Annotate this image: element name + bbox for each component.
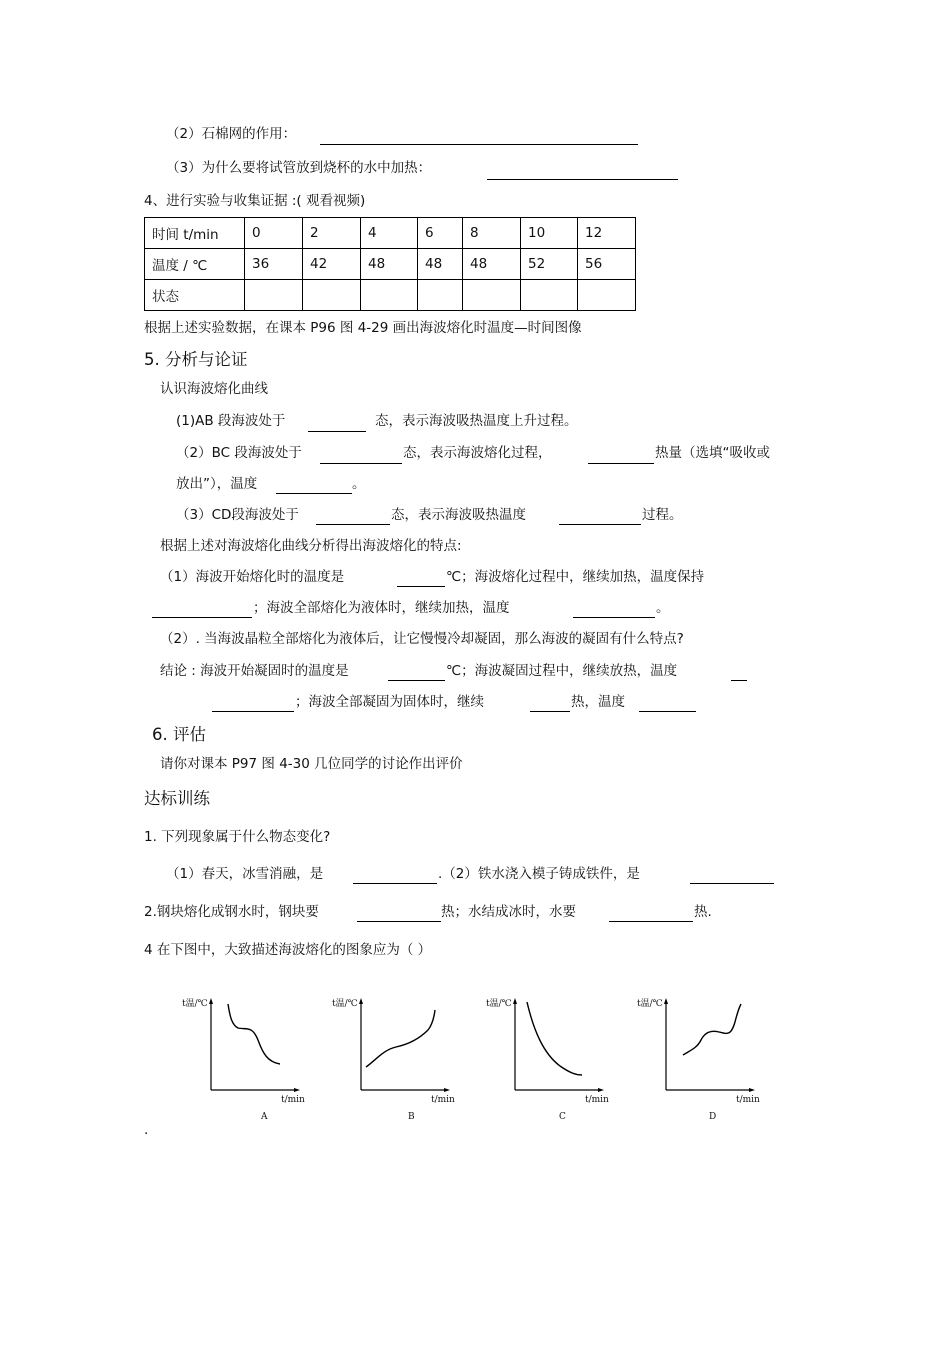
feature-1-text-d: 。	[656, 600, 670, 616]
question-2-text: （2）石棉网的作用：	[166, 126, 297, 142]
table-cell: 状态	[145, 280, 245, 311]
graph-c-y-arrow	[513, 998, 517, 1004]
graph-c-caption: C	[559, 1112, 566, 1122]
ab-text-b: 态，表示海波吸热温度上升过程。	[375, 413, 578, 429]
conclusion-text-a: 结论 : 海波开始凝固时的温度是	[160, 663, 349, 679]
table-cell: 0	[245, 218, 303, 249]
answer-blank-freeze-keep-start[interactable]	[731, 680, 747, 681]
graph-a[interactable]	[178, 992, 318, 1122]
answer-blank-cd-state[interactable]	[316, 524, 390, 525]
training-q1: 1. 下列现象属于什么物态变化?	[144, 829, 331, 845]
conclusion-text-b: ℃；海波凝固过程中，继续放热，温度	[446, 663, 678, 679]
bc-text-e: 。	[352, 476, 366, 492]
training-q1a: （1）春天，冰雪消融，是	[166, 866, 324, 882]
feature-1-text-c: ；海波全部熔化为液体时，继续加热，温度	[253, 600, 510, 616]
feature-1-text-a: （1）海波开始熔化时的温度是	[160, 569, 345, 585]
training-q4: 4 在下图中，大致描述海波熔化的图象应为（ ）	[144, 942, 432, 958]
answer-blank-cd-temp[interactable]	[559, 524, 641, 525]
graph-a-y-arrow	[209, 998, 213, 1004]
answer-blank-liquid-temp[interactable]	[573, 617, 655, 618]
question-3-text: （3）为什么要将试管放到烧杯的水中加热：	[166, 160, 432, 176]
table-row	[145, 218, 636, 249]
training-q2c: 热.	[694, 904, 712, 920]
table-cell: 48	[418, 249, 463, 280]
answer-blank-keep[interactable]	[152, 617, 252, 618]
state-cell[interactable]	[463, 280, 521, 311]
graph-b-curve	[366, 1010, 435, 1067]
table-cell: 8	[463, 218, 521, 249]
table-cell: 48	[361, 249, 418, 280]
table-cell: 48	[463, 249, 521, 280]
table-row	[145, 249, 636, 280]
table-cell: 10	[521, 218, 578, 249]
graph-c-x-arrow	[598, 1088, 604, 1092]
state-cell[interactable]	[361, 280, 418, 311]
graph-b-y-label: t温/℃	[332, 999, 358, 1009]
graph-a-y-label: t温/℃	[182, 999, 208, 1009]
answer-blank-t2a[interactable]	[357, 921, 441, 922]
graph-b-y-arrow	[359, 998, 363, 1004]
bc-text-c: 热量（选填“吸收或	[655, 445, 770, 461]
table-cell: 温度 / ℃	[145, 249, 245, 280]
section-5-subtitle: 认识海波熔化曲线	[160, 381, 268, 397]
state-cell[interactable]	[418, 280, 463, 311]
trailing-dot: .	[144, 1122, 149, 1138]
section-6-title: 6. 评估	[152, 725, 206, 744]
graph-c[interactable]	[482, 992, 622, 1122]
answer-blank-t2b[interactable]	[609, 921, 693, 922]
table-instruction: 根据上述实验数据，在课本 P96 图 4-29 画出海波熔化时温度—时间图像	[144, 320, 582, 336]
answer-blank-freeze-heat[interactable]	[530, 711, 570, 712]
table-cell: 52	[521, 249, 578, 280]
graph-b-caption: B	[408, 1112, 415, 1122]
answer-blank-q3[interactable]	[487, 179, 678, 180]
graph-d-y-label: t温/℃	[637, 999, 663, 1009]
graph-c-curve	[527, 1002, 582, 1075]
section-6-text: 请你对课本 P97 图 4-30 几位同学的讨论作出评价	[160, 756, 463, 772]
answer-blank-t1b[interactable]	[690, 883, 774, 884]
training-title: 达标训练	[144, 789, 210, 808]
graph-a-x-label: t/min	[281, 1095, 305, 1105]
ab-text-a: (1)AB 段海波处于	[176, 413, 286, 429]
graph-b-x-label: t/min	[431, 1095, 455, 1105]
graph-a-x-arrow	[294, 1088, 300, 1092]
table-cell: 12	[578, 218, 636, 249]
cd-text-a: （3）CD段海波处于	[176, 507, 299, 523]
graph-d-x-arrow	[749, 1088, 755, 1092]
state-cell[interactable]	[521, 280, 578, 311]
answer-blank-freeze-temp[interactable]	[388, 680, 445, 681]
bc-text-d: 放出”），温度	[176, 476, 258, 492]
answer-blank-bc-temp[interactable]	[276, 493, 352, 494]
section-4-title: 4、进行实验与收集证据 :( 观看视频)	[144, 193, 366, 209]
state-cell[interactable]	[303, 280, 361, 311]
graph-d-y-arrow	[664, 998, 668, 1004]
training-q2a: 2.钢块熔化成钢水时，钢块要	[144, 904, 319, 920]
graph-a-caption: A	[261, 1112, 268, 1122]
conclusion-text-c: ；海波全部凝固为固体时，继续	[295, 694, 484, 710]
answer-blank-melt-temp[interactable]	[397, 586, 445, 587]
table-cell: 4	[361, 218, 418, 249]
answer-blank-solid-temp[interactable]	[639, 711, 696, 712]
data-table	[144, 217, 636, 311]
graph-d-caption: D	[709, 1112, 717, 1122]
graph-d-curve	[683, 1004, 741, 1055]
graph-d-x-label: t/min	[736, 1095, 760, 1105]
cd-text-b: 态，表示海波吸热温度	[391, 507, 526, 523]
table-cell: 6	[418, 218, 463, 249]
state-cell[interactable]	[578, 280, 636, 311]
answer-blank-q2[interactable]	[320, 144, 638, 145]
table-cell: 42	[303, 249, 361, 280]
graph-a-curve	[228, 1004, 280, 1064]
state-cell[interactable]	[245, 280, 303, 311]
feature-1-text-b: ℃；海波熔化过程中，继续加热，温度保持	[446, 569, 705, 585]
answer-blank-bc-state[interactable]	[320, 463, 402, 464]
table-cell: 36	[245, 249, 303, 280]
graph-b[interactable]	[328, 992, 468, 1122]
feature-2-question: （2）. 当海波晶粒全部熔化为液体后，让它慢慢冷却凝固，那么海波的凝固有什么特点?	[160, 631, 684, 647]
table-cell: 2	[303, 218, 361, 249]
table-cell: 时间 t/min	[145, 218, 245, 249]
answer-blank-freeze-keep[interactable]	[212, 711, 294, 712]
table-row	[145, 280, 636, 311]
training-q1b: .（2）铁水浇入模子铸成铁件，是	[438, 866, 640, 882]
section-5-title: 5. 分析与论证	[144, 350, 248, 369]
bc-text-a: （2）BC 段海波处于	[176, 445, 302, 461]
training-q2b: 热；水结成冰时，水要	[441, 904, 576, 920]
answer-blank-bc-heat[interactable]	[588, 463, 654, 464]
conclusion-text-d: 热，温度	[571, 694, 625, 710]
table-cell: 56	[578, 249, 636, 280]
answer-blank-ab[interactable]	[308, 431, 366, 432]
graph-d[interactable]	[633, 992, 773, 1122]
graph-c-x-label: t/min	[585, 1095, 609, 1105]
answer-blank-t1a[interactable]	[353, 883, 437, 884]
bc-text-b: 态，表示海波熔化过程，	[403, 445, 552, 461]
graph-b-x-arrow	[444, 1088, 450, 1092]
cd-text-c: 过程。	[642, 507, 683, 523]
graph-c-y-label: t温/℃	[486, 999, 512, 1009]
features-heading: 根据上述对海波熔化曲线分析得出海波熔化的特点:	[160, 538, 462, 554]
